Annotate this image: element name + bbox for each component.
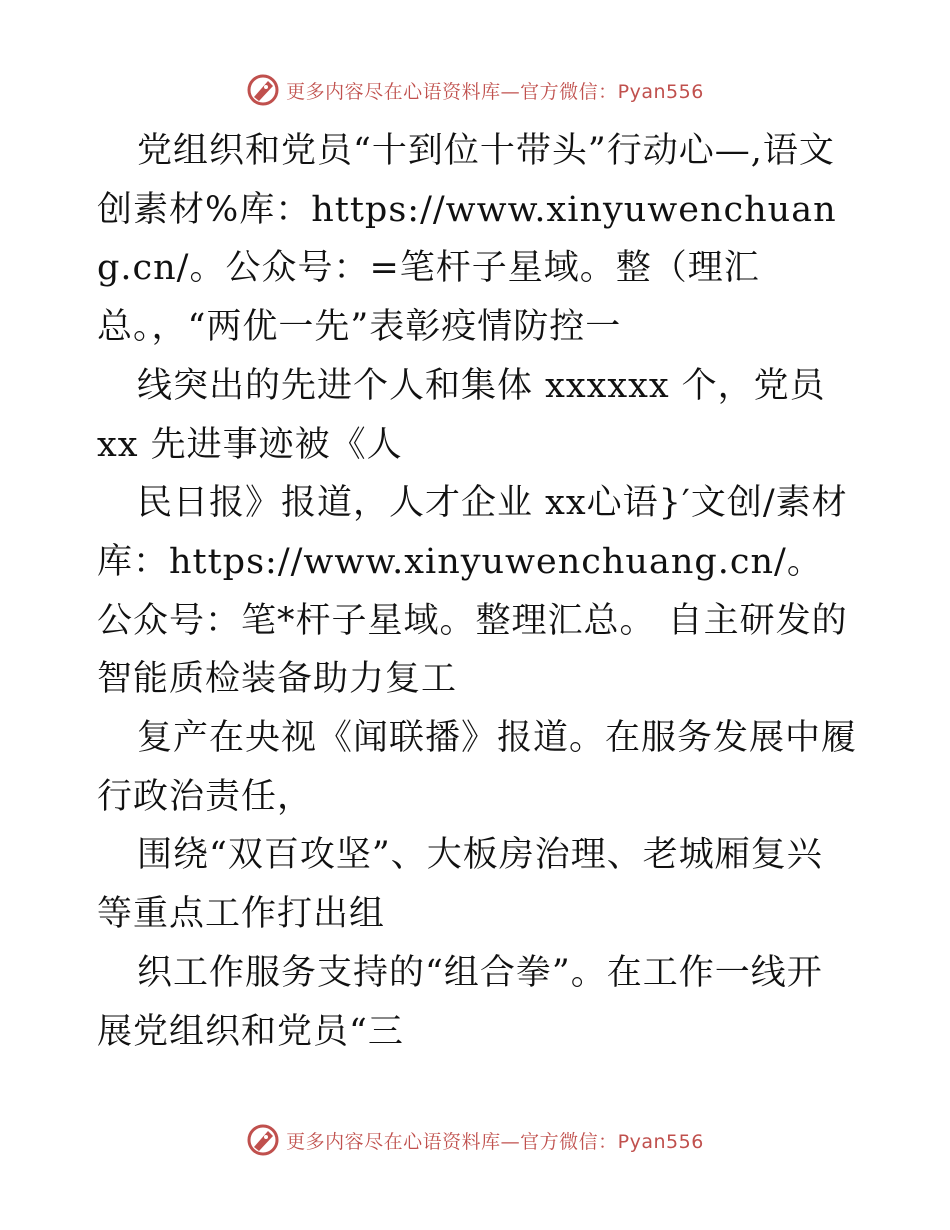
paragraph: 围绕“双百攻坚”、大板房治理、老城厢复兴等重点工作打出组 xyxy=(97,835,823,935)
pen-nib-circle-icon xyxy=(246,73,280,107)
document-body xyxy=(97,122,857,1061)
pen-nib-circle-icon xyxy=(246,1123,280,1157)
paragraph: 党组织和党员“十到位十带头”行动心—,语文创素材%库：https://www.xinyuwenchuang.cn/。公众号：=笔杆子星域。整（理汇总。，“两优一先”表彰疫情防控一 xyxy=(97,131,837,348)
paragraph: 织工作服务支持的“组合拳”。在工作一线开展党组织和党员“三 xyxy=(97,952,823,1052)
footer-banner xyxy=(0,1120,950,1160)
paragraph: 复产在央视《闻联播》报道。在服务发展中履行政治责任， xyxy=(97,718,858,817)
header-banner xyxy=(0,70,950,110)
paragraph: 民日报》报道，人才企业 xx心语}′文创/素材库：https://www.xinyuwenchuang.cn/。公众号：笔*杆子星域。整理汇总。 自主研发的智能质检装备助力复工 xyxy=(97,483,848,700)
header-wechat-id: Pyan556 xyxy=(617,80,704,103)
footer-banner-text: 更多内容尽在心语资料库—官方微信：Pyan556 xyxy=(286,1130,704,1153)
header-banner-text: 更多内容尽在心语资料库—官方微信：Pyan556 xyxy=(286,80,704,103)
paragraph: 线突出的先进个人和集体 xxxxxx 个，党员 xx 先进事迹被《人 xyxy=(97,365,838,465)
footer-wechat-id: Pyan556 xyxy=(617,1130,704,1153)
